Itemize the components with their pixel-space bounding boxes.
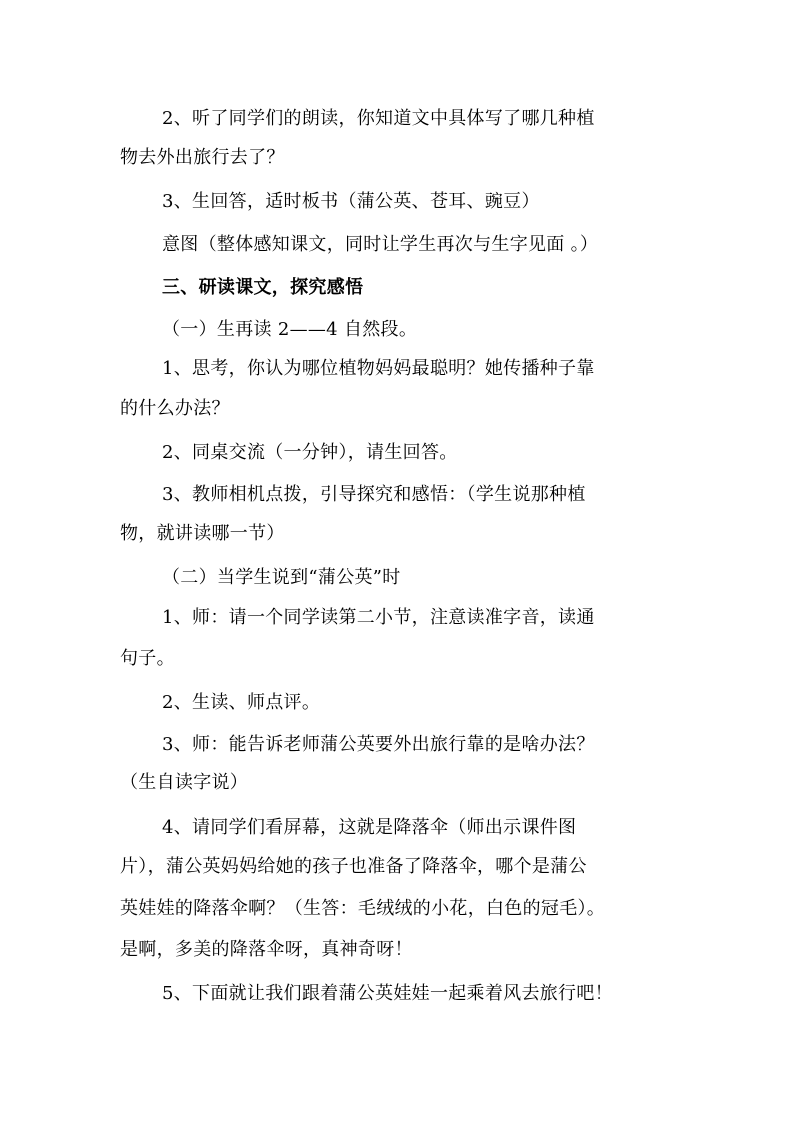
paragraph-line: 4、请同学们看屏幕，这就是降落伞（师出示课件图 — [162, 817, 577, 838]
paragraph-line: 2、生读、师点评。 — [162, 692, 321, 713]
subsection-heading: （一）生再读 2——4 自然段。 — [162, 319, 418, 340]
paragraph-line: 3、生回答，适时板书（蒲公英、苍耳、豌豆） — [162, 191, 540, 212]
paragraph-line: 物，就讲读哪一节） — [120, 523, 285, 544]
paragraph-line: 物去外出旅行去了？ — [120, 147, 285, 168]
paragraph-line: 英娃娃的降落伞啊？（生答：毛绒绒的小花，白色的冠毛）。 — [120, 898, 606, 919]
section-heading: 三、研读课文，探究感悟 — [162, 277, 364, 298]
paragraph-line: 句子。 — [120, 648, 175, 669]
subsection-heading: （二）当学生说到“蒲公英”时 — [162, 567, 401, 588]
paragraph-line: 1、思考，你认为哪位植物妈妈最聪明？她传播种子靠 — [162, 358, 595, 379]
paragraph-line: 片），蒲公英妈妈给她的孩子也准备了降落伞，哪个是蒲公 — [120, 856, 587, 877]
paragraph-line: 2、同桌交流（一分钟），请生回答。 — [162, 442, 458, 463]
paragraph-line: 意图（整体感知课文，同时让学生再次与生字见面 。） — [162, 234, 599, 255]
paragraph-line: （生自读字说） — [120, 772, 249, 793]
paragraph-line: 5、下面就让我们跟着蒲公英娃娃一起乘着风去旅行吧！ — [162, 983, 613, 1004]
paragraph-line: 3、师：能告诉老师蒲公英要外出旅行靠的是啥办法？ — [162, 734, 595, 755]
paragraph-line: 2、听了同学们的朗读，你知道文中具体写了哪几种植 — [162, 108, 595, 129]
paragraph-line: 3、教师相机点拨，引导探究和感悟：（学生说那种植 — [162, 484, 586, 505]
paragraph-line: 1、师：请一个同学读第二小节，注意读准字音，读通 — [162, 607, 595, 628]
paragraph-line: 的什么办法？ — [120, 398, 230, 419]
paragraph-line: 是啊，多美的降落伞呀，真神奇呀！ — [120, 939, 413, 960]
